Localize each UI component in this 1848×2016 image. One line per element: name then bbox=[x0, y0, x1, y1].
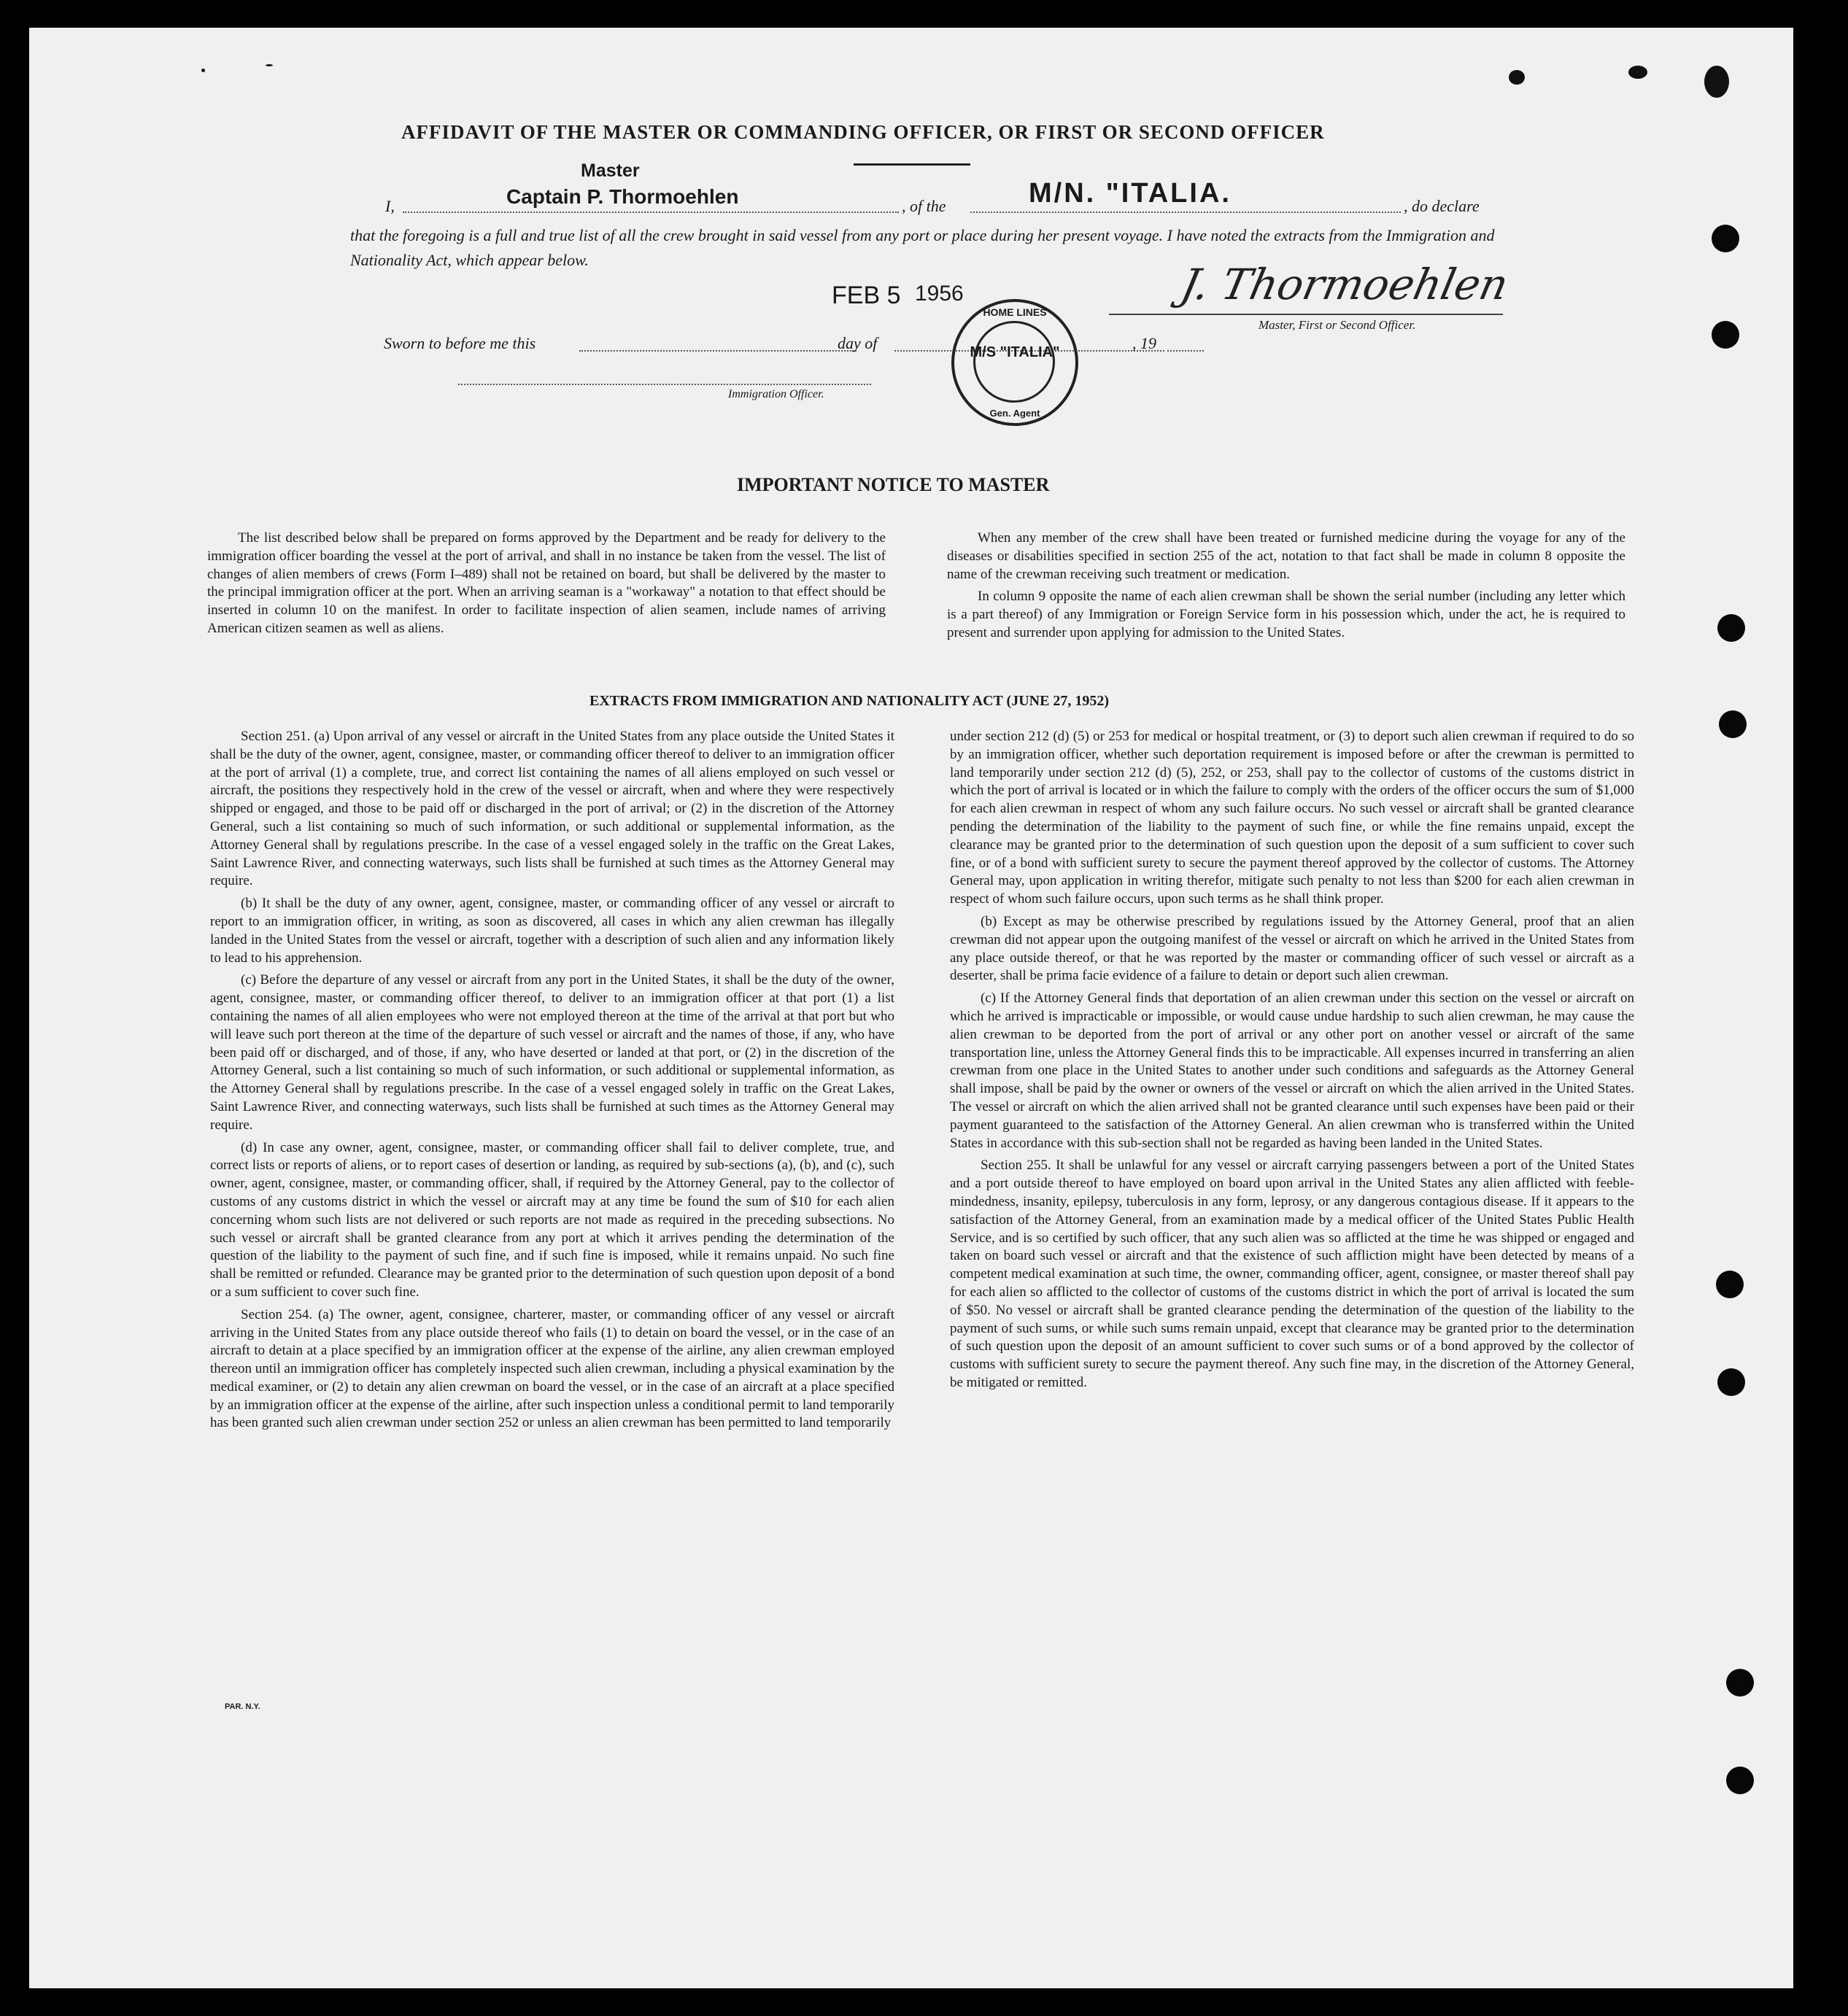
speck-mark bbox=[266, 64, 273, 66]
section-251-b: (b) It shall be the duty of any owner, agent, consignee, master, or commanding officer of any vessel or aircraft to report to an immigration officer, in writing, as soon as discovered, all cases in which any alien crewman has illegally landed in the United States from the vessel or aircraft, together with a description of such alien and any information likely to lead to his apprehension. bbox=[210, 896, 894, 966]
punch-hole bbox=[1726, 1669, 1754, 1697]
sworn-day-line bbox=[579, 350, 857, 352]
speck-mark bbox=[201, 69, 205, 72]
speck-mark bbox=[1509, 70, 1525, 85]
section-251-a: Section 251. (a) Upon arrival of any vessel or aircraft in the United States from any place outside the United States it shall be the duty of the owner, agent, consignee, master, or commanding officer thereof to deliver to an immigration officer at the port of arrival (1) a complete, true, and correct list containing the names of all aliens employed on such vessel or aircraft, the positions they respectively hold in the crew of the vessel or aircraft, when and where they were respectively shipped or engaged, and those to be paid off or discharged in the port of arrival; or (2) in the discretion of the Attorney General, such a list containing so much of such information, or such additional or supplemental information, as the Attorney General shall by regulations prescribe. In the case of a vessel engaged solely in the traffic on the Great Lakes, Saint Lawrence River, and connecting waterways, such lists shall be furnished at such times as the Attorney General may require. bbox=[210, 729, 894, 889]
stamp-inner-ring bbox=[973, 321, 1055, 403]
affidavit-title: AFFIDAVIT OF THE MASTER OR COMMANDING OFFICER, OR FIRST OR SECOND OFFICER bbox=[401, 121, 1325, 143]
signature-line bbox=[1109, 314, 1503, 315]
extracts-left-column bbox=[210, 728, 894, 1437]
ship-stamp bbox=[951, 299, 1078, 426]
notice-right-paragraph-1: When any member of the crew shall have been treated or furnished medicine during the voyage for any of the diseases or disabilities specified in section 255 of the act, notation to that fact shall be made in column 8 opposite the name of the crewman receiving such treatment or medication. bbox=[947, 530, 1625, 582]
date-stamp: FEB 5 bbox=[832, 282, 901, 309]
sworn-year-line bbox=[1167, 350, 1204, 352]
master-signature: J. Thormoehlen bbox=[1176, 260, 1513, 309]
section-254-a: Section 254. (a) The owner, agent, consignee, charterer, master, or commanding officer of any vessel or aircraft arriving in the United States from any place outside thereof who fails (1) to detain on board the vessel, or in the case of an aircraft to detain at a place specified by an immigration officer at the expense of the airline, any alien crewman employed thereon until an immigration officer has completely inspected such alien crewman, including a physical examination by the medical examiner, or (2) to detain any alien crewman on board the vessel, or in the case of an aircraft at a place specified by an immigration officer at the expense of the airline, after such inspection unless a conditional permit to land temporarily has been granted such alien crewman under section 252 or unless an alien crewman has been permitted to land temporarily bbox=[210, 1306, 894, 1431]
declaration-text: that the foregoing is a full and true list of all the crew brought in said vessel from any port or place during her present voyage. I have noted the extracts from the Immigration and Nationality Act, which appear below. bbox=[350, 226, 1495, 269]
stamp-center-text: M/S "ITALIA" bbox=[970, 344, 1060, 360]
master-name-typed: Captain P. Thormoehlen bbox=[506, 185, 739, 208]
punch-hole bbox=[1716, 1271, 1744, 1298]
signature-caption: Master, First or Second Officer. bbox=[1259, 318, 1416, 332]
title-rule bbox=[854, 163, 970, 166]
stamp-top-text: HOME LINES bbox=[983, 306, 1047, 318]
extracts-title: EXTRACTS FROM IMMIGRATION AND NATIONALITY ACT (JUNE 27, 1952) bbox=[589, 693, 1110, 709]
sworn-label: Sworn to before me this bbox=[384, 334, 536, 352]
section-254-a-continued: under section 212 (d) (5) or 253 for medical or hospital treatment, or (3) to deport such alien crewman if required to do so by an immigration officer, whether such deportation requirement is imposed before or after the crewman is permitted to land temporarily under section 212 (d) (5), 252, or 253, shall pay to the collector of customs of the customs district in which the port of arrival is located or in which the failure to comply with the orders of the officer occurs the sum of $1,000 for each alien crewman in respect of whom any such failure occurs. No such vessel or aircraft shall be granted clearance pending the determination of the liability to the payment of such fine, or while the fine remains unpaid, except the clearance may be granted prior to the determination of such question upon the deposit of a sum sufficient to cover such fine, or of a bond with sufficient surety to secure the payment thereof approved by the collector of customs. The Attorney General may, upon application in writing therefor, mitigate such penalty to not less than $200 for each alien crewman in respect of whom such failure occurs, upon such terms as he shall think proper. bbox=[950, 729, 1634, 907]
stamp-bottom-text: Gen. Agent bbox=[989, 408, 1040, 419]
speck-mark bbox=[1628, 66, 1647, 79]
extracts-right-column bbox=[950, 728, 1634, 1397]
vessel-line bbox=[970, 212, 1401, 213]
section-254-b: (b) Except as may be otherwise prescribed by regulations issued by the Attorney General, proof that an alien crewman did not appear upon the outgoing manifest of the vessel or aircraft on which he arrived in the United States from any place outside thereof, or that he was reported by the master or commanding officer of such vessel or aircraft as a deserter, shall be prima facie evidence of a failure to detain or deport such alien crewman. bbox=[950, 913, 1634, 984]
notice-left-paragraph: The list described below shall be prepared on forms approved by the Department and be ready for delivery to the immigration officer boarding the vessel at the port of arrival, and shall in no instance be taken from the vessel. The list of changes of alien members of crews (Form I–489) shall not be retained on board, but shall be delivered by the master to the principal immigration officer at the port. When an arriving seaman is a "workaway" a notation to that effect should be inserted in column 10 on the manifest. In order to facilitate inspection of alien seamen, include names of arriving American citizen seamen as well as aliens. bbox=[207, 530, 886, 636]
notice-left-column bbox=[207, 530, 886, 643]
section-254-c: (c) If the Attorney General finds that deportation of an alien crewman under this section on the vessel or aircraft on which he arrived is impracticable or impossible, or would cause undue hardship to such alien crewman, he may cause the alien crewman to be deported from the port of arrival or any other port on another vessel or aircraft of the same transportation line, unless the Attorney General finds this to be impracticable. All expenses incurred in transferring an alien crewman from one place in the United States to another under such conditions and safeguards as the Attorney General shall impose, shall be paid by the owner or owners of the vessel or aircraft on which the alien arrived in the United States. The vessel or aircraft on which the alien arrived shall not be granted clearance until such expenses have been paid or their payment guaranteed to the satisfaction of the Attorney General. An alien crewman who is transferred within the United States in accordance with this sub-section shall not be regarded as having been landed in the United States. bbox=[950, 990, 1634, 1151]
of-the-label: , of the bbox=[902, 197, 946, 215]
vessel-typed: M/N. "ITALIA. bbox=[1029, 178, 1232, 209]
date-stamp-year: 1956 bbox=[915, 282, 964, 306]
punch-hole bbox=[1717, 1368, 1745, 1396]
day-of-label: day of bbox=[838, 334, 878, 352]
punch-hole bbox=[1726, 1767, 1754, 1794]
section-251-c: (c) Before the departure of any vessel or aircraft from any port in the United States, it shall be the duty of the owner, agent, consignee, master, or commanding officer thereof, to deliver to an immigration officer at that port (1) a list containing the names of all alien employees who were not employed thereon at the time of the arrival at that port but who will leave such port thereon at the time of the departure of such vessel or aircraft and the names of those, if any, who have been paid off or discharged, and of those, if any, who have deserted or landed at that port, or (2) in the discretion of the Attorney General, such a list containing so much of such information, or such additional or supplemental information, as the Attorney General shall by regulations prescribe. In the case of a vessel engaged solely in traffic on the Great Lakes, Saint Lawrence River, and connecting waterways, such lists shall be furnished at such times as the Attorney General may require. bbox=[210, 972, 894, 1133]
printer-mark: PAR. N.Y. bbox=[225, 1702, 260, 1711]
notice-title: IMPORTANT NOTICE TO MASTER bbox=[737, 474, 1050, 495]
punch-hole bbox=[1719, 710, 1747, 738]
year-label: , 19 bbox=[1132, 334, 1156, 352]
do-declare-label: , do declare bbox=[1404, 197, 1480, 215]
speck-mark bbox=[1704, 66, 1729, 98]
notice-right-column bbox=[947, 530, 1625, 647]
punch-hole bbox=[1717, 614, 1745, 642]
rank-typed: Master bbox=[581, 160, 640, 181]
officer-line bbox=[458, 384, 871, 385]
punch-hole bbox=[1712, 321, 1739, 349]
i-label: I, bbox=[385, 197, 395, 215]
name-line bbox=[403, 212, 899, 213]
section-255: Section 255. It shall be unlawful for any vessel or aircraft carrying passengers between a port of the United States and a port outside thereof to have employed on board upon arrival in the United States any alien afflicted with feeble-mindedness, insanity, epilepsy, tuberculosis in any form, leprosy, or any dangerous contagious disease. If it appears to the satisfaction of the Attorney General, from an examination made by a medical officer of the United States Public Health Service, and is so certified by such officer, that any such alien was so afflicted at the time he was shipped or engaged and taken on board such vessel or aircraft and that the existence of such affliction might have been detected by means of a competent medical examination at such time, the owner, commanding officer, agent, consignee, or master thereof shall pay for each alien so afflicted to the collector of customs of the customs district in which the port of arrival is located the sum of $50. No vessel or aircraft shall be granted clearance pending the determination of the question of the liability to the payment of such sums, or while such sums remain unpaid, except that clearance may be granted prior to the determination of such question upon the deposit of an amount sufficient to cover such sums or of a bond approved by the collector of customs with sufficient surety to secure the payment thereof. Any such fine may, in the discretion of the Attorney General, be mitigated or remitted. bbox=[950, 1158, 1634, 1390]
officer-caption: Immigration Officer. bbox=[728, 388, 824, 400]
section-251-d: (d) In case any owner, agent, consignee, master, or commanding officer shall fail to deliver complete, true, and correct lists or reports of aliens, or to report cases of desertion or landing, as required by sub-sections (a), (b), and (c), such owner, agent, consignee, master, or commanding officer, shall, if required by the Attorney General, pay to the collector of customs of any customs district in which the vessel or aircraft may at any time be found the sum of $10 for each alien concerning whom such lists are not delivered or such reports are not made as required in the preceding subsections. No such vessel or aircraft shall be granted clearance from any port at which it arrives pending the determination of the question of the liability to the payment of such fine, and if such fine is imposed, while it remains unpaid. No such fine shall be remitted or refunded. Clearance may be granted prior to the determination of such question upon deposit of a bond or a sum sufficient to cover such fine. bbox=[210, 1139, 894, 1300]
notice-right-paragraph-2: In column 9 opposite the name of each alien crewman shall be shown the serial number (including any letter which is a part thereof) of any Immigration or Foreign Service form in his possession which, under the act, he is required to present and surrender upon applying for admission to the United States. bbox=[947, 589, 1625, 640]
document-page bbox=[29, 28, 1793, 1988]
punch-hole bbox=[1712, 225, 1739, 252]
